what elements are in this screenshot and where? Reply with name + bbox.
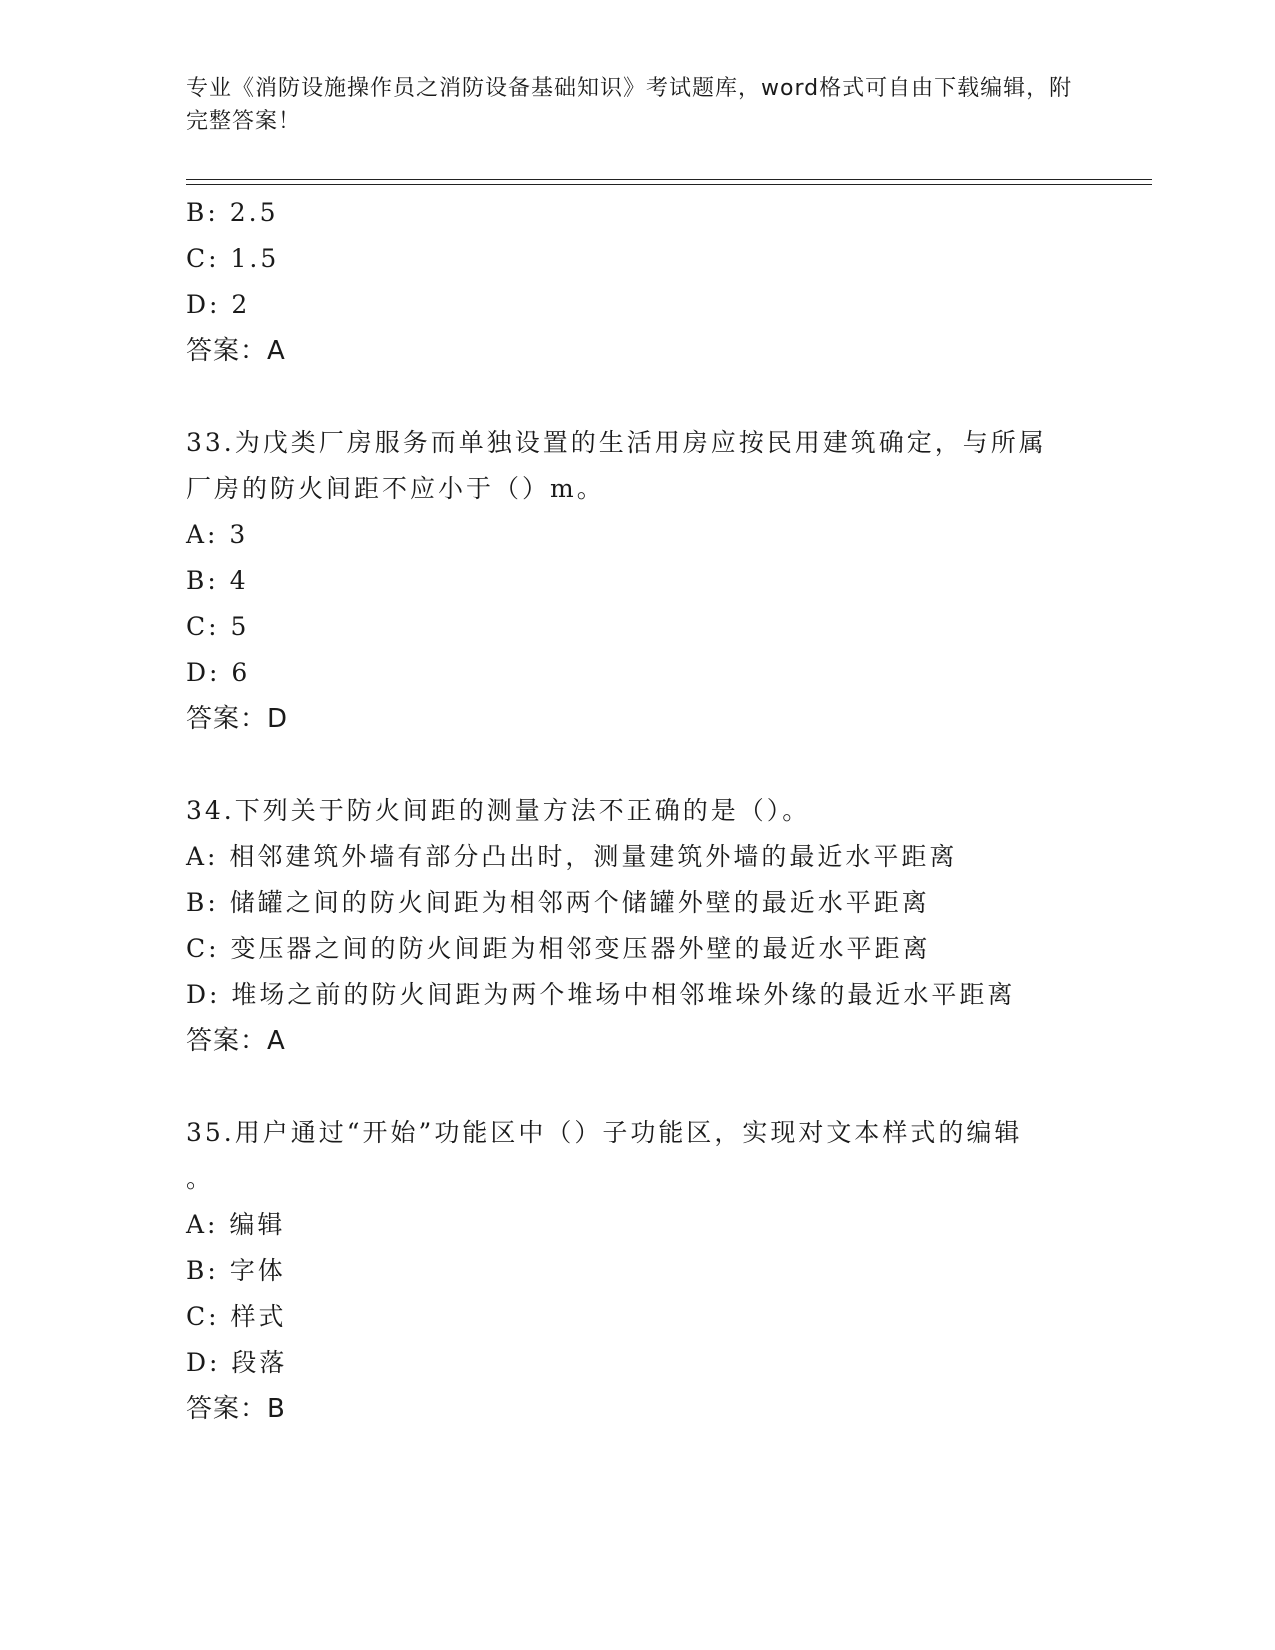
answer-label: 答案：B (186, 1394, 286, 1424)
header-rule-top (186, 179, 1152, 180)
option-a: A: 编辑 (186, 1210, 286, 1239)
option-d: D: 段落 (186, 1348, 288, 1377)
option-b: B: 储罐之间的防火间距为相邻两个储罐外壁的最近水平距离 (186, 888, 930, 917)
option-a: A: 相邻建筑外墙有部分凸出时，测量建筑外墙的最近水平距离 (186, 842, 958, 871)
question-35 (186, 1110, 1106, 1432)
option-c: C: 样式 (186, 1302, 287, 1331)
question-list (186, 190, 1106, 1432)
option-b: B: 字体 (186, 1256, 286, 1285)
answer-label: 答案：D (186, 704, 289, 734)
option-d: D: 6 (186, 658, 251, 687)
question-32-tail (186, 190, 1106, 374)
question-stem: 34.下列关于防火间距的测量方法不正确的是（）。 (186, 796, 811, 825)
option-a: A: 3 (186, 520, 249, 549)
option-b: B: 2.5 (186, 198, 279, 227)
answer-label: 答案：A (186, 1026, 286, 1056)
option-b: B: 4 (186, 566, 249, 595)
option-c: C: 变压器之间的防火间距为相邻变压器外壁的最近水平距离 (186, 934, 931, 963)
option-d: D: 2 (186, 290, 251, 319)
document-header: 专业《消防设施操作员之消防设备基础知识》考试题库，word格式可自由下载编辑，附完整答案！ (186, 76, 1073, 134)
option-d: D: 堆场之前的防火间距为两个堆场中相邻堆垛外缘的最近水平距离 (186, 980, 1016, 1009)
question-34 (186, 788, 1106, 1064)
option-c: C: 5 (186, 612, 250, 641)
header-rule-bottom (186, 184, 1152, 185)
question-stem: 33.为戊类厂房服务而单独设置的生活用房应按民用建筑确定，与所属 (186, 428, 1047, 457)
option-c: C: 1.5 (186, 244, 280, 273)
question-stem: 35.用户通过“开始”功能区中（）子功能区，实现对文本样式的编辑 (186, 1118, 1023, 1147)
question-33 (186, 420, 1106, 742)
answer-label: 答案：A (186, 336, 286, 366)
question-stem-continued: 。 (186, 1164, 215, 1193)
question-stem-continued: 厂房的防火间距不应小于（）m。 (186, 474, 605, 503)
